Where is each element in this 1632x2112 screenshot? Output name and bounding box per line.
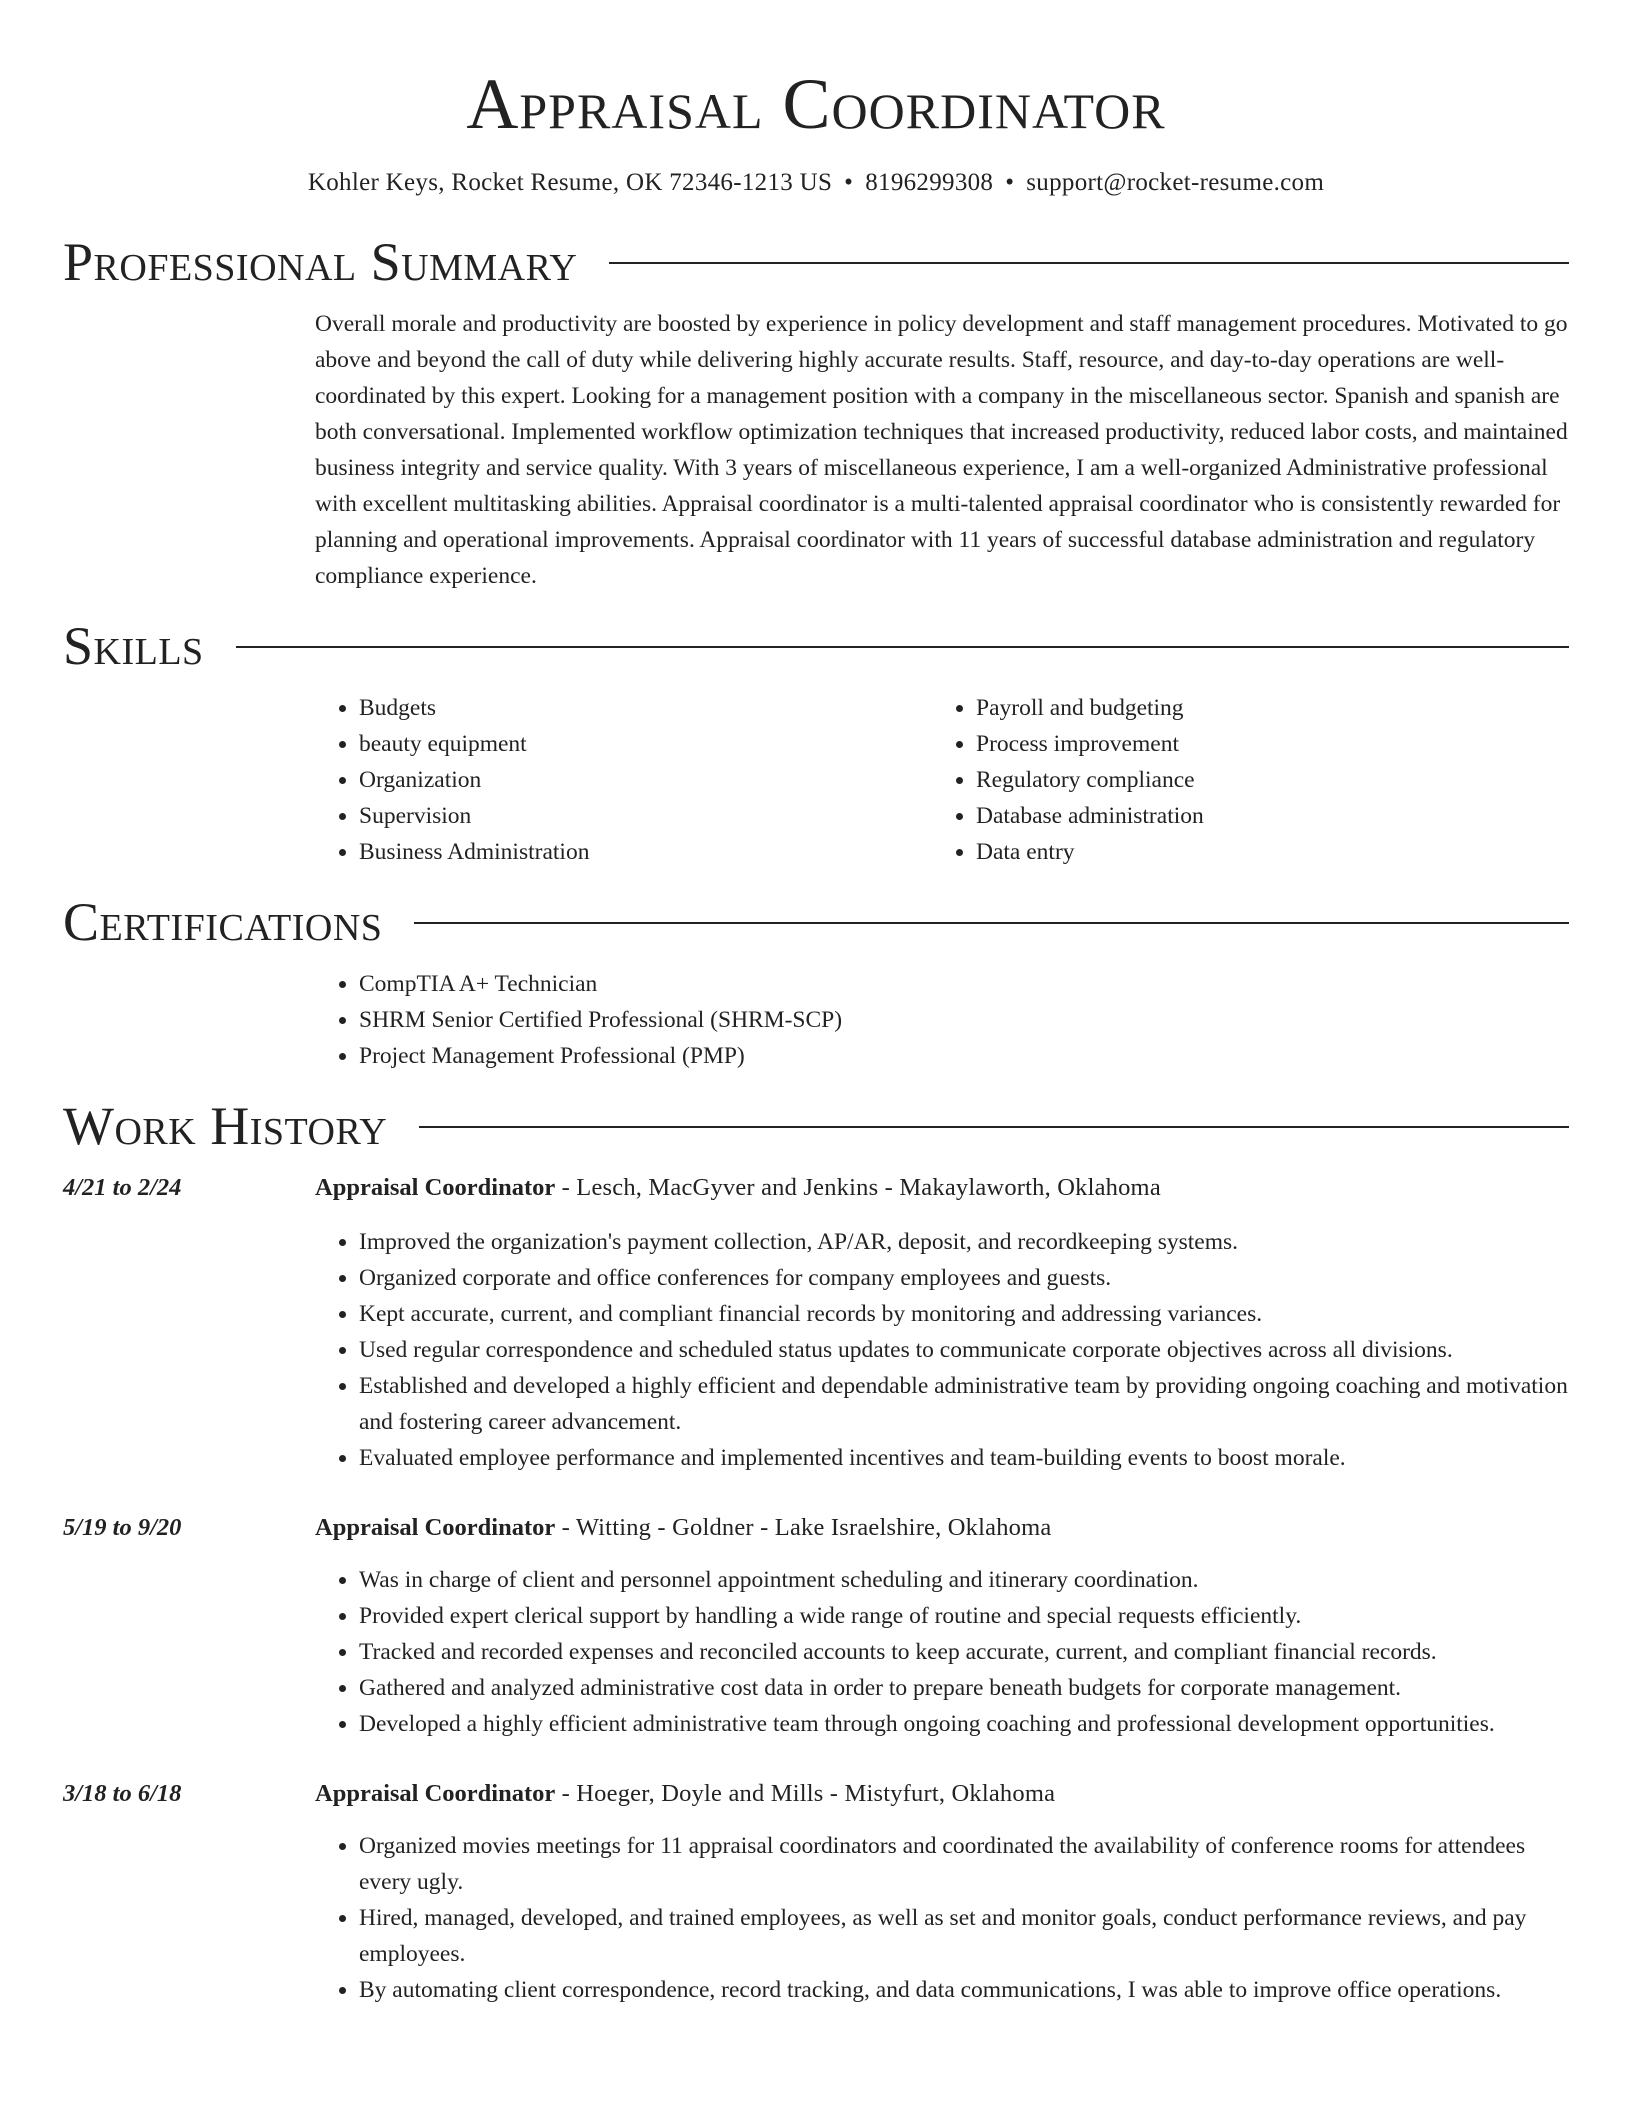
job-duty-item: • Organized corporate and office conferences for company employees and guests. bbox=[359, 1260, 1569, 1296]
skills-section-header bbox=[63, 614, 1569, 678]
skill-item: • beauty equipment bbox=[359, 726, 932, 762]
skill-item: • Process improvement bbox=[976, 726, 1549, 762]
job-entry bbox=[63, 1776, 1569, 2008]
job-title: Appraisal Coordinator bbox=[315, 1514, 556, 1541]
job-dates: 3/18 to 6/18 bbox=[63, 1780, 182, 1807]
job-header bbox=[63, 1170, 1569, 1206]
skills-column-right bbox=[932, 690, 1549, 870]
contact-separator: • bbox=[1005, 169, 1015, 196]
summary-section bbox=[315, 306, 1569, 594]
job-title: Appraisal Coordinator bbox=[315, 1174, 556, 1201]
skills-column-left bbox=[315, 690, 932, 870]
job-dates: 5/19 to 9/20 bbox=[63, 1514, 182, 1541]
job-duty-item: • Tracked and recorded expenses and reconciled accounts to keep accurate, current, and compliant financial records. bbox=[359, 1634, 1569, 1670]
job-duty-item: • Was in charge of client and personnel appointment scheduling and itinerary coordination. bbox=[359, 1562, 1569, 1598]
contact-line bbox=[63, 166, 1569, 200]
section-divider bbox=[236, 646, 1569, 648]
job-duty-item: • By automating client correspondence, record tracking, and data communications, I was able to improve office operations. bbox=[359, 1972, 1569, 2008]
summary-heading: Professional Summary bbox=[63, 232, 578, 292]
job-duties bbox=[315, 1828, 1569, 2008]
job-duty-item: • Hired, managed, developed, and trained employees, as well as set and monitor goals, conduct performance reviews, and pay employees. bbox=[359, 1900, 1569, 1972]
skills-list bbox=[315, 690, 1569, 870]
skill-item: • Supervision bbox=[359, 798, 932, 834]
job-header bbox=[63, 1776, 1569, 1812]
skill-item: • Business Administration bbox=[359, 834, 932, 870]
contact-address: Kohler Keys, Rocket Resume, OK 72346-1213 US bbox=[307, 169, 833, 196]
job-entry bbox=[63, 1170, 1569, 1476]
job-duty-item: • Used regular correspondence and scheduled status updates to communicate corporate objectives across all divisions. bbox=[359, 1332, 1569, 1368]
job-employer-location: - Witting - Goldner - Lake Israelshire, Oklahoma bbox=[555, 1514, 1052, 1541]
job-title: Appraisal Coordinator bbox=[315, 1780, 556, 1807]
certifications-section-header bbox=[63, 890, 1569, 954]
contact-email: support@rocket-resume.com bbox=[1026, 169, 1325, 196]
section-divider bbox=[419, 1126, 1569, 1128]
job-duty-item: • Organized movies meetings for 11 appraisal coordinators and coordinated the availability of conference rooms for attendees every ugly. bbox=[359, 1828, 1569, 1900]
skills-heading: Skills bbox=[63, 616, 204, 676]
section-divider bbox=[609, 262, 1569, 264]
certifications-list bbox=[315, 966, 1569, 1074]
candidate-name: Appraisal Coordinator bbox=[466, 64, 1166, 144]
certification-item: • Project Management Professional (PMP) bbox=[359, 1038, 1569, 1074]
certifications-heading: Certifications bbox=[63, 892, 383, 952]
work-history-heading: Work History bbox=[63, 1096, 388, 1156]
job-duties bbox=[315, 1224, 1569, 1476]
contact-separator: • bbox=[844, 169, 854, 196]
skill-item: • Regulatory compliance bbox=[976, 762, 1549, 798]
job-duty-item: • Kept accurate, current, and compliant financial records by monitoring and addressing variances. bbox=[359, 1296, 1569, 1332]
job-entry bbox=[63, 1510, 1569, 1742]
skill-item: • Database administration bbox=[976, 798, 1549, 834]
job-employer-location: - Hoeger, Doyle and Mills - Mistyfurt, Oklahoma bbox=[555, 1780, 1056, 1807]
job-header bbox=[63, 1510, 1569, 1546]
job-dates: 4/21 to 2/24 bbox=[63, 1174, 182, 1201]
job-duties bbox=[315, 1562, 1569, 1742]
skill-item: • Data entry bbox=[976, 834, 1549, 870]
skill-item: • Payroll and budgeting bbox=[976, 690, 1549, 726]
job-duty-item: • Improved the organization's payment collection, AP/AR, deposit, and recordkeeping systems. bbox=[359, 1224, 1569, 1260]
job-duty-item: • Provided expert clerical support by handling a wide range of routine and special requests efficiently. bbox=[359, 1598, 1569, 1634]
summary-text: Overall morale and productivity are boosted by experience in policy development and staff management procedures. Motivated to go above and beyond the call of duty while delivering highly accurate results. Staff, resource, and day-to-day operations are well-coordinated by this expert. Looking for a management position with a company in the miscellaneous sector. Spanish and spanish are both conversational. Implemented workflow optimization techniques that increased productivity, reduced labor costs, and maintained business integrity and service quality. With 3 years of miscellaneous experience, I am a well-organized Administrative professional with excellent multitasking abilities. Appraisal coordinator is a multi-talented appraisal coordinator who is consistently rewarded for planning and operational improvements. Appraisal coordinator with 11 years of successful database administration and regulatory compliance experience. bbox=[315, 311, 1568, 589]
work-history-section-header bbox=[63, 1094, 1569, 1158]
skill-item: • Budgets bbox=[359, 690, 932, 726]
job-employer-location: - Lesch, MacGyver and Jenkins - Makaylaworth, Oklahoma bbox=[555, 1174, 1161, 1201]
job-duty-item: • Developed a highly efficient administrative team through ongoing coaching and professional development opportunities. bbox=[359, 1706, 1569, 1742]
section-divider bbox=[414, 922, 1569, 924]
job-duty-item: • Gathered and analyzed administrative cost data in order to prepare beneath budgets for corporate management. bbox=[359, 1670, 1569, 1706]
job-duty-item: • Evaluated employee performance and implemented incentives and team-building events to boost morale. bbox=[359, 1440, 1569, 1476]
contact-phone: 8196299308 bbox=[865, 169, 994, 196]
summary-section-header bbox=[63, 230, 1569, 294]
certification-item: • CompTIA A+ Technician bbox=[359, 966, 1569, 1002]
certification-item: • SHRM Senior Certified Professional (SHRM-SCP) bbox=[359, 1002, 1569, 1038]
job-duty-item: • Established and developed a highly efficient and dependable administrative team by providing ongoing coaching and motivation and fostering career advancement. bbox=[359, 1368, 1569, 1440]
skill-item: • Organization bbox=[359, 762, 932, 798]
